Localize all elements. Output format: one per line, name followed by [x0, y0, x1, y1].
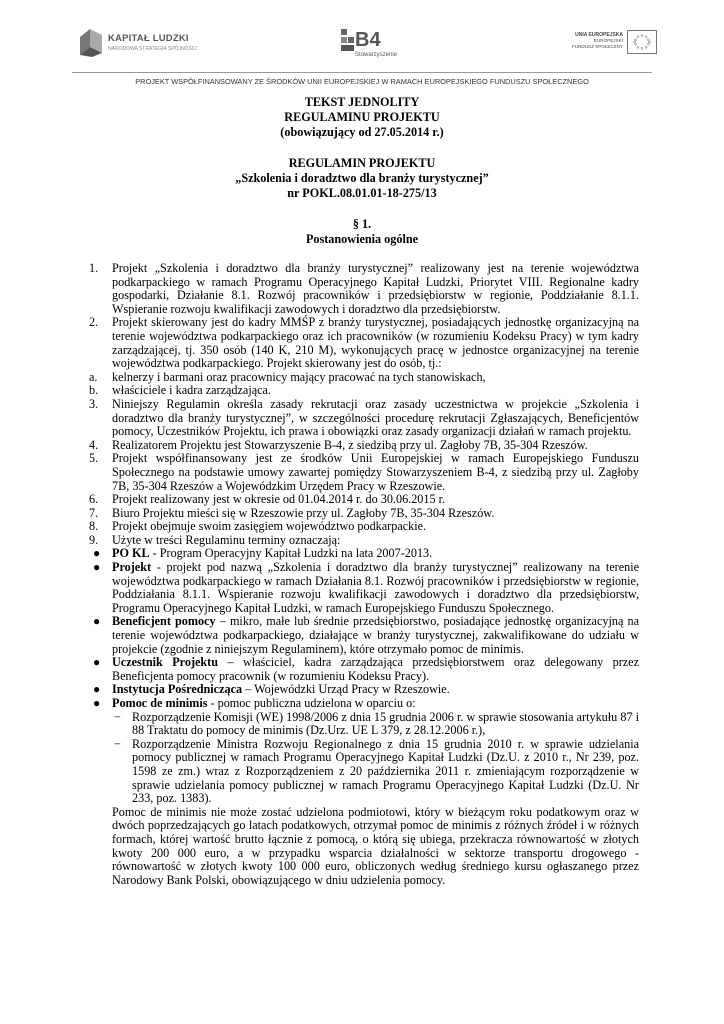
list-item: 9. Użyte w treści Regulaminu terminy oznaczają:: [89, 532, 341, 547]
title-line-6: nr POKL.08.01.01-18-275/13: [287, 186, 437, 200]
document-body: [89, 262, 639, 887]
title-line-5: „Szkolenia i doradztwo dla branży turystycznej”: [235, 171, 489, 185]
term-item: ● Beneficjent pomocy – mikro, małe lub średnie przedsiębiorstwo, posiadające jednostkę organizacyjną na terenie województwa podkarpackiego, działające w branży turystycznej, zakwalifikowane do udziału w projekcie (zgodnie z niniejszym Regulaminem), które otrzymało pomoc de minimis.: [93, 614, 639, 656]
general-provisions-list-cont: [89, 398, 639, 548]
title-line-2: REGULAMINU PROJEKTU: [284, 110, 440, 124]
eu-line-1: UNIA EUROPEJSKA: [575, 32, 623, 38]
term-item: ● Projekt - projekt pod nazwą „Szkolenia i doradztwo dla branży turystycznej” realizowany na terenie województwa podkarpackiego w ramach Działania 8.1. Rozwój pracowników i przedsiębiorstw w regionie, Poddziałania 8.1.1. Wspieranie rozwoju kwalifikacji zawodowych i doradztwo dla przedsiębiorstw, Programu Operacyjnego Kapitał Ludzki, w ramach Europejskiego Funduszu Społecznego.: [93, 560, 639, 615]
list-item: 4. Realizatorem Projektu jest Stowarzyszenie B-4, z siedzibą przy ul. Zagłoby 7B, 35-304 Rzeszów.: [89, 437, 588, 452]
term-item: ● Uczestnik Projektu – właściciel, kadra zarządzająca przedsiębiorstwem oraz delegowany przez Beneficjenta pomocy pracownik (w rozumieniu Kodeksu Pracy).: [93, 655, 639, 683]
project-cofinancing-line: PROJEKT WSPÓŁFINANSOWANY ZE ŚRODKÓW UNII EUROPEJSKIEJ W RAMACH EUROPEJSKIEGO FUNDUSZU SPOŁECZNEGO: [135, 77, 589, 86]
title-line-4: REGULAMIN PROJEKTU: [288, 156, 436, 170]
kapital-ludzki-emblem-icon: [78, 27, 104, 57]
list-item: 6. Projekt realizowany jest w okresie od 01.04.2014 r. do 30.06.2015 r.: [89, 492, 446, 507]
b4-logo-mark: B4: [355, 29, 381, 51]
page-header: [0, 0, 724, 90]
legal-basis-list: [112, 711, 639, 806]
title-line-3: (obowiązujący od 27.05.2014 r.): [280, 125, 444, 139]
list-item: 7. Biuro Projektu mieści się w Rzeszowie przy ul. Zagłoby 7B, 35-304 Rzeszów.: [89, 505, 495, 520]
term-item: ● Instytucja Pośrednicząca – Wojewódzki Urząd Pracy w Rzeszowie.: [93, 682, 450, 697]
kapital-ludzki-title: KAPITAŁ LUDZKI: [108, 33, 189, 44]
section-number: § 1.: [352, 217, 372, 231]
sub-list-item: b. właściciele i kadra zarządzająca.: [89, 383, 271, 398]
list-item: 2. Projekt skierowany jest do kadry MMŚP z branży turystycznej, posiadających jednostkę organizacyjną na terenie województwa podkarpackiego oraz ich pracowników (w rozumieniu Kodeksu Pracy) w tym kadry zarządzającej, tj. 350 osób (140 K, 210 M), wykonujących pracę w jednostce organizacyjnej na terenie województwa podkarpackiego. Projekt skierowany jest do osób, tj.:: [89, 315, 639, 371]
b4-logo: [341, 25, 401, 67]
section-title: Postanowienia ogólne: [305, 232, 419, 246]
general-provisions-list: [89, 262, 639, 371]
eu-logo: [571, 30, 657, 66]
list-item: 8. Projekt obejmuje swoim zasięgiem województwo podkarpackie.: [89, 519, 427, 534]
kapital-ludzki-logo: [78, 27, 198, 67]
kapital-ludzki-subtitle: NARODOWA STRATEGIA SPÓJNOŚCI: [108, 46, 197, 52]
term-item: ● Pomoc de minimis - pomoc publiczna udzielona w oparciu o: − Rozporządzenie Komisji (WE) 1998/2006 z dnia 15 grudnia 2006 r. w sprawie stosowania artykułu 87 i 88 Traktatu do pomocy de minimis (Dz.Urz. UE L 379, z 28.12.2006 r.), − Rozporządzenie Ministra Rozwoju Regionalnego z dnia 15 grudnia 2010 r. w sprawie udzielania pomocy publicznej w ramach Programu Operacyjnego Kapitał Ludzki (Dz.U. z 2010 r., Nr 239, poz. 1598 ze zm.) wraz z Rozporządzeniem z 20 października 2011 r. zmieniającym rozporządzenie w sprawie udzielania pomocy publicznej w ramach Programu Operacyjnego Kapitał Ludzki (Dz.U. Nr 233, poz. 1383).: [93, 696, 639, 806]
legal-basis-item: − Rozporządzenie Komisji (WE) 1998/2006 z dnia 15 grudnia 2006 r. w sprawie stosowania artykułu 87 i 88 Traktatu do pomocy de minimis (Dz.Urz. UE L 379, z 28.12.2006 r.),: [114, 709, 639, 738]
term-item: ● PO KL - Program Operacyjny Kapitał Ludzki na lata 2007-2013.: [93, 546, 433, 561]
document-titles: [0, 95, 724, 247]
title-line-1: TEKST JEDNOLITY: [304, 95, 420, 109]
de-minimis-paragraph: Pomoc de minimis nie może zostać udzielona podmiotowi, który w bieżącym roku podatkowym oraz w dwóch poprzedzających go latach podatkowych, otrzymał pomoc de minimis z różnych źródeł i w różnych formach, której wartość brutto łącznie z pomocą, o którą się ubiega, przekracza równowartość w złotych kwoty 200 000 euro, a w przypadku wsparcia działalności w sektorze transportu drogowego - równowartość w złotych kwoty 100 000 euro, obliczonych według średniego kursu ogłaszanego przez Narodowy Bank Polski, obowiązującego w dniu udzielenia pomocy.: [112, 804, 639, 887]
legal-basis-item: − Rozporządzenie Ministra Rozwoju Regionalnego z dnia 15 grudnia 2010 r. w sprawie udzielania pomocy publicznej w ramach Programu Operacyjnego Kapitał Ludzki (Dz.U. z 2010 r., Nr 239, poz. 1598 ze zm.) wraz z Rozporządzeniem z 20 października 2011 r. zmieniającym rozporządzenie w sprawie udzielania pomocy publicznej w ramach Programu Operacyjnego Kapitał Ludzki (Dz.U. Nr 233, poz. 1383).: [114, 736, 639, 806]
b4-logo-subtitle: Stowarzyszenie: [355, 52, 398, 58]
eu-logo-text: [572, 32, 623, 50]
b4-emblem-icon: [341, 29, 355, 51]
header-rule: [72, 72, 652, 73]
sub-list-item: a. kelnerzy i barmani oraz pracownicy mający pracować na tych stanowiskach,: [89, 369, 486, 384]
list-item: 5. Projekt współfinansowany jest ze środków Unii Europejskiej w ramach Europejskiego Funduszu Społecznego na podstawie umowy zawartej pomiędzy Stowarzyszeniem B-4, z siedzibą przy ul. Zagłoby 7B, 35-304 Rzeszów a Wojewódzkim Urzędem Pracy w Rzeszowie.: [89, 451, 639, 493]
list-item: 1. Projekt „Szkolenia i doradztwo dla branży turystycznej” realizowany jest na terenie województwa podkarpackiego w ramach Programu Operacyjnego Kapitał Ludzki, Priorytet VIII. Regionalne kadry gospodarki, Działanie 8.1. Rozwój pracowników i przedsiębiorstw w regionie, Poddziałanie 8.1.1. Wspieranie rozwoju kwalifikacji zawodowych i doradztwo dla przedsiębiorstw.: [89, 261, 639, 316]
eu-line-3: FUNDUSZ SPOŁECZNY: [571, 44, 623, 49]
eu-line-2: EUROPEJSKI: [593, 38, 623, 43]
list-item: 3. Niniejszy Regulamin określa zasady rekrutacji oraz zasady uczestnictwa w projekcie „Szkolenia i doradztwo dla branży turystycznej”, w szczególności procedurę rekrutacji Zgłaszających, Beneficjentów pomocy, Uczestników Projektu, ich prawa i obowiązki oraz zasady organizacji działań w ramach projektu.: [89, 396, 639, 439]
eu-flag-icon: [627, 30, 657, 54]
terms-list: [89, 547, 639, 805]
